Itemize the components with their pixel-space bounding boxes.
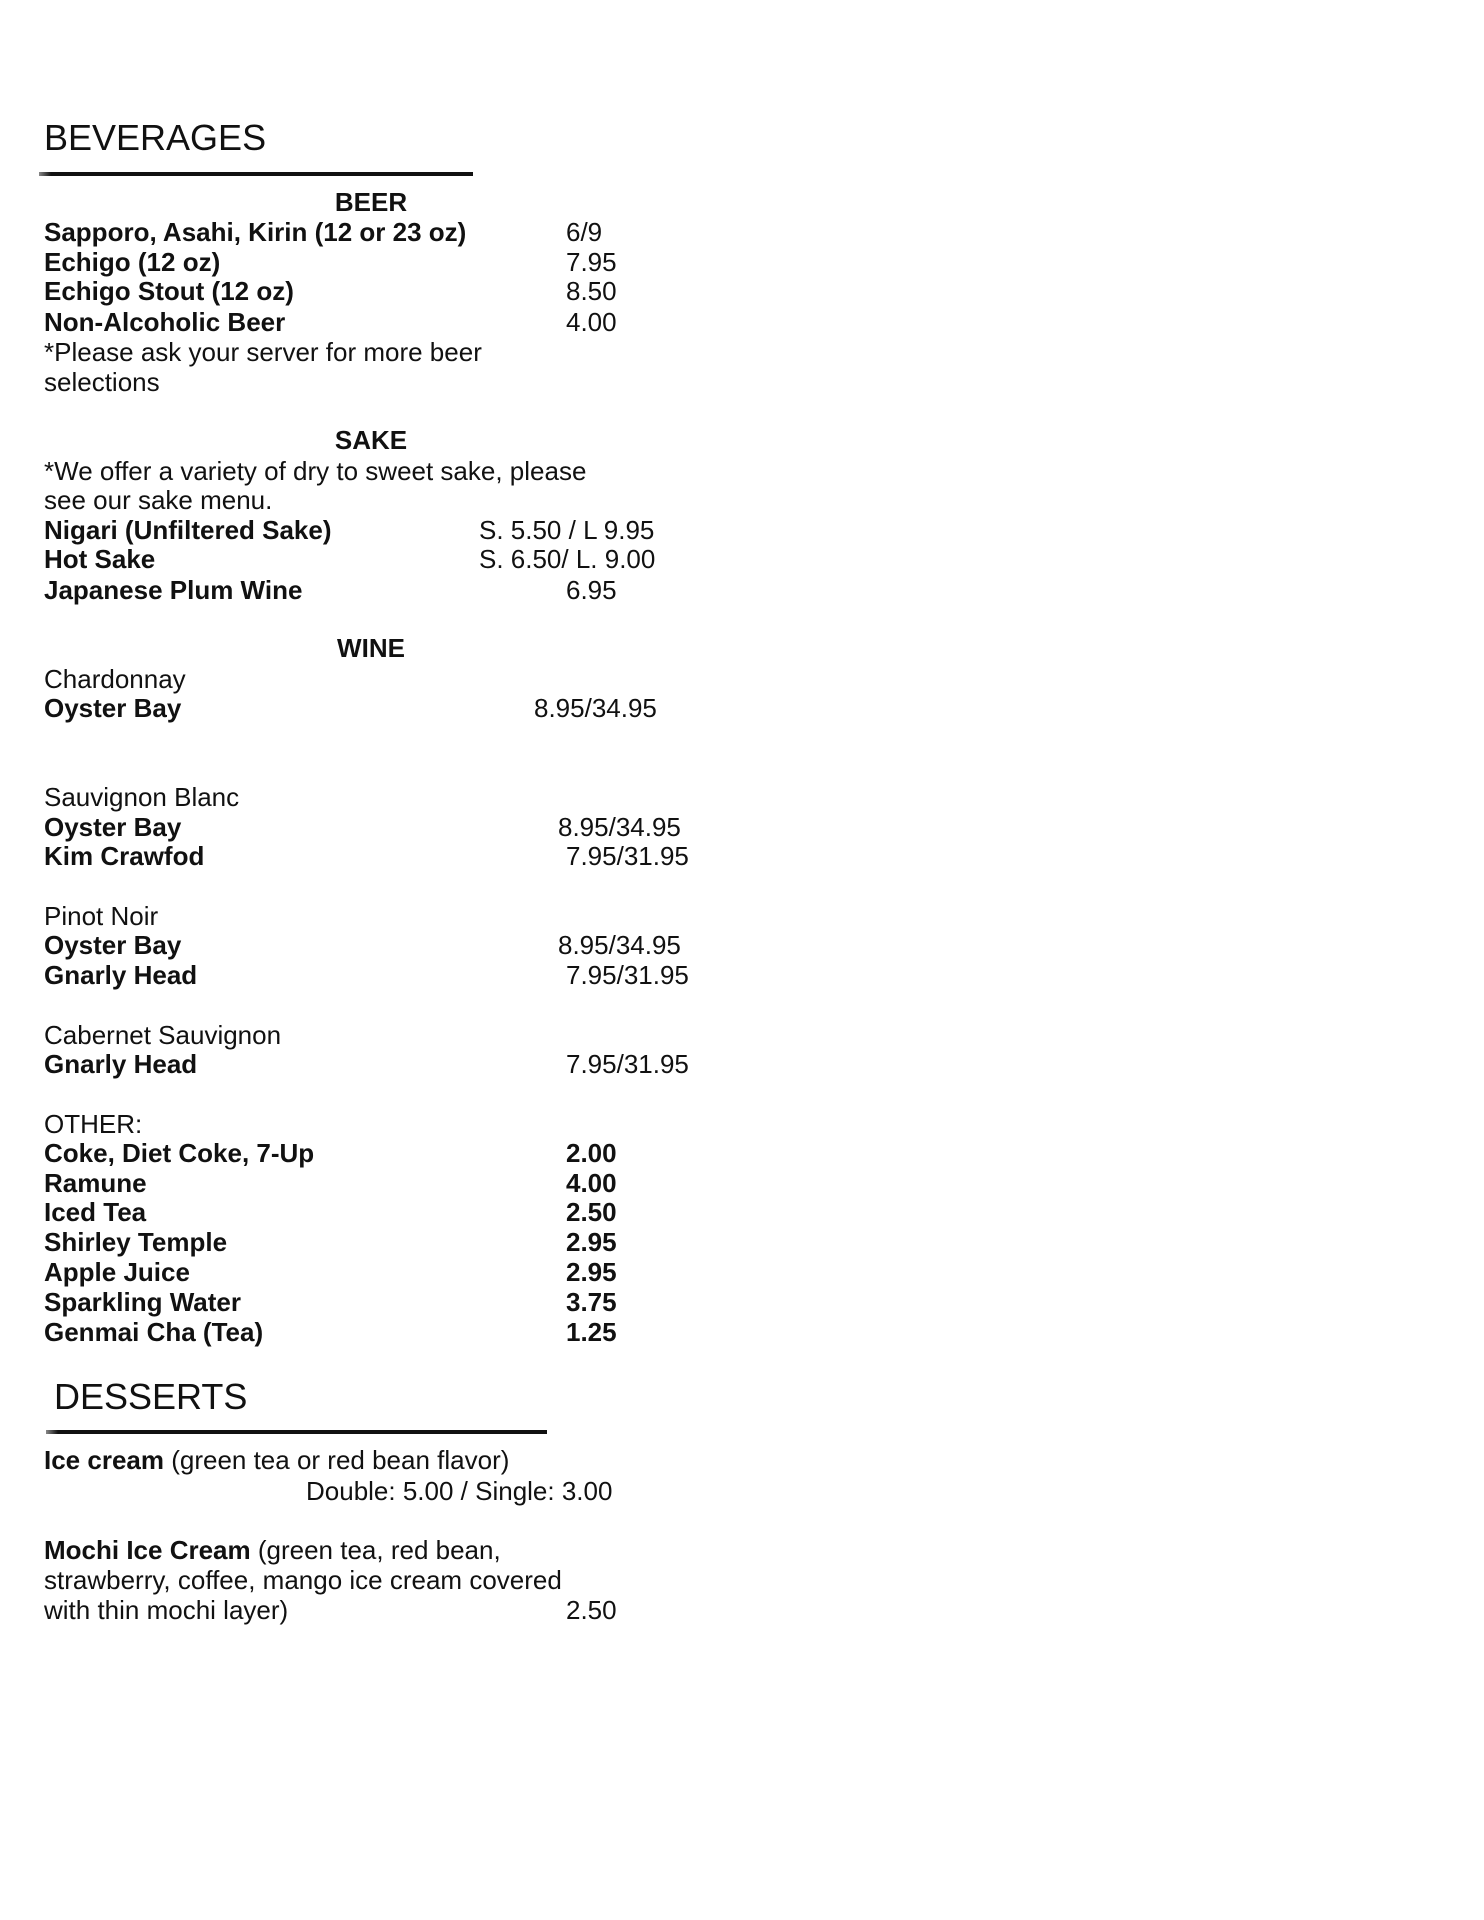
menu-item: Nigari (Unfiltered Sake) (44, 515, 332, 545)
wine-category: Pinot Noir (44, 901, 159, 931)
menu-item: Shirley Temple (44, 1227, 228, 1257)
item-price: 1.25 (566, 1317, 617, 1347)
menu-item: Gnarly Head (44, 960, 198, 990)
item-price: 8.50 (566, 276, 617, 306)
menu-item: Oyster Bay (44, 812, 182, 842)
dessert-desc: (green tea, red bean, (250, 1535, 501, 1565)
dessert-name: Ice cream (44, 1445, 164, 1475)
menu-item: Ramune (44, 1168, 147, 1198)
wine-category: Cabernet Sauvignon (44, 1020, 282, 1050)
item-price: S. 5.50 / L 9.95 (479, 515, 655, 545)
beer-note: *Please ask your server for more beer (44, 337, 482, 367)
beverages-rule (39, 172, 473, 176)
desserts-rule (46, 1430, 547, 1434)
menu-item: Apple Juice (44, 1257, 190, 1287)
item-price: 8.95/34.95 (558, 930, 681, 960)
item-price: 2.95 (566, 1257, 617, 1287)
menu-item: Non-Alcoholic Beer (44, 307, 286, 337)
dessert-ice-cream (44, 1445, 509, 1475)
menu-item: Gnarly Head (44, 1049, 198, 1079)
item-price: 4.00 (566, 1168, 617, 1198)
menu-item: Japanese Plum Wine (44, 575, 303, 605)
item-price: 7.95/31.95 (566, 1049, 689, 1079)
sake-note: *We offer a variety of dry to sweet sake, please (44, 456, 587, 486)
menu-item: Hot Sake (44, 544, 156, 574)
item-price: 7.95/31.95 (566, 841, 689, 871)
item-price: 4.00 (566, 307, 617, 337)
item-price: 8.95/34.95 (558, 812, 681, 842)
dessert-desc: (green tea or red bean flavor) (163, 1445, 510, 1475)
item-price: 2.00 (566, 1138, 617, 1168)
dessert-desc: strawberry, coffee, mango ice cream covered (44, 1565, 562, 1595)
item-price: Double: 5.00 / Single: 3.00 (306, 1476, 613, 1506)
item-price: 2.95 (566, 1227, 617, 1257)
dessert-name: Mochi Ice Cream (44, 1535, 251, 1565)
other-label: OTHER: (44, 1109, 143, 1139)
wine-category: Sauvignon Blanc (44, 782, 240, 812)
dessert-desc: with thin mochi layer) (44, 1595, 289, 1625)
beer-note: selections (44, 367, 160, 397)
menu-item: Oyster Bay (44, 693, 182, 723)
item-price: 3.75 (566, 1287, 617, 1317)
menu-item: Echigo (12 oz) (44, 247, 221, 277)
beverages-title: BEVERAGES (44, 117, 267, 158)
item-price: 2.50 (566, 1197, 617, 1227)
wine-category: Chardonnay (44, 664, 186, 694)
item-price: 7.95/31.95 (566, 960, 689, 990)
menu-item: Echigo Stout (12 oz) (44, 276, 294, 306)
item-price: S. 6.50/ L. 9.00 (479, 544, 656, 574)
menu-item: Sapporo, Asahi, Kirin (12 or 23 oz) (44, 217, 467, 247)
item-price: 8.95/34.95 (534, 693, 657, 723)
menu-item: Genmai Cha (Tea) (44, 1317, 264, 1347)
menu-item: Iced Tea (44, 1197, 147, 1227)
sake-note: see our sake menu. (44, 485, 273, 515)
desserts-title: DESSERTS (54, 1376, 248, 1417)
dessert-mochi (44, 1535, 501, 1565)
item-price: 6.95 (566, 575, 617, 605)
item-price: 7.95 (566, 247, 617, 277)
menu-item: Kim Crawfod (44, 841, 205, 871)
item-price: 6/9 (566, 217, 603, 247)
menu-item: Sparkling Water (44, 1287, 241, 1317)
item-price: 2.50 (566, 1595, 617, 1625)
menu-item: Coke, Diet Coke, 7-Up (44, 1138, 315, 1168)
menu-item: Oyster Bay (44, 930, 182, 960)
